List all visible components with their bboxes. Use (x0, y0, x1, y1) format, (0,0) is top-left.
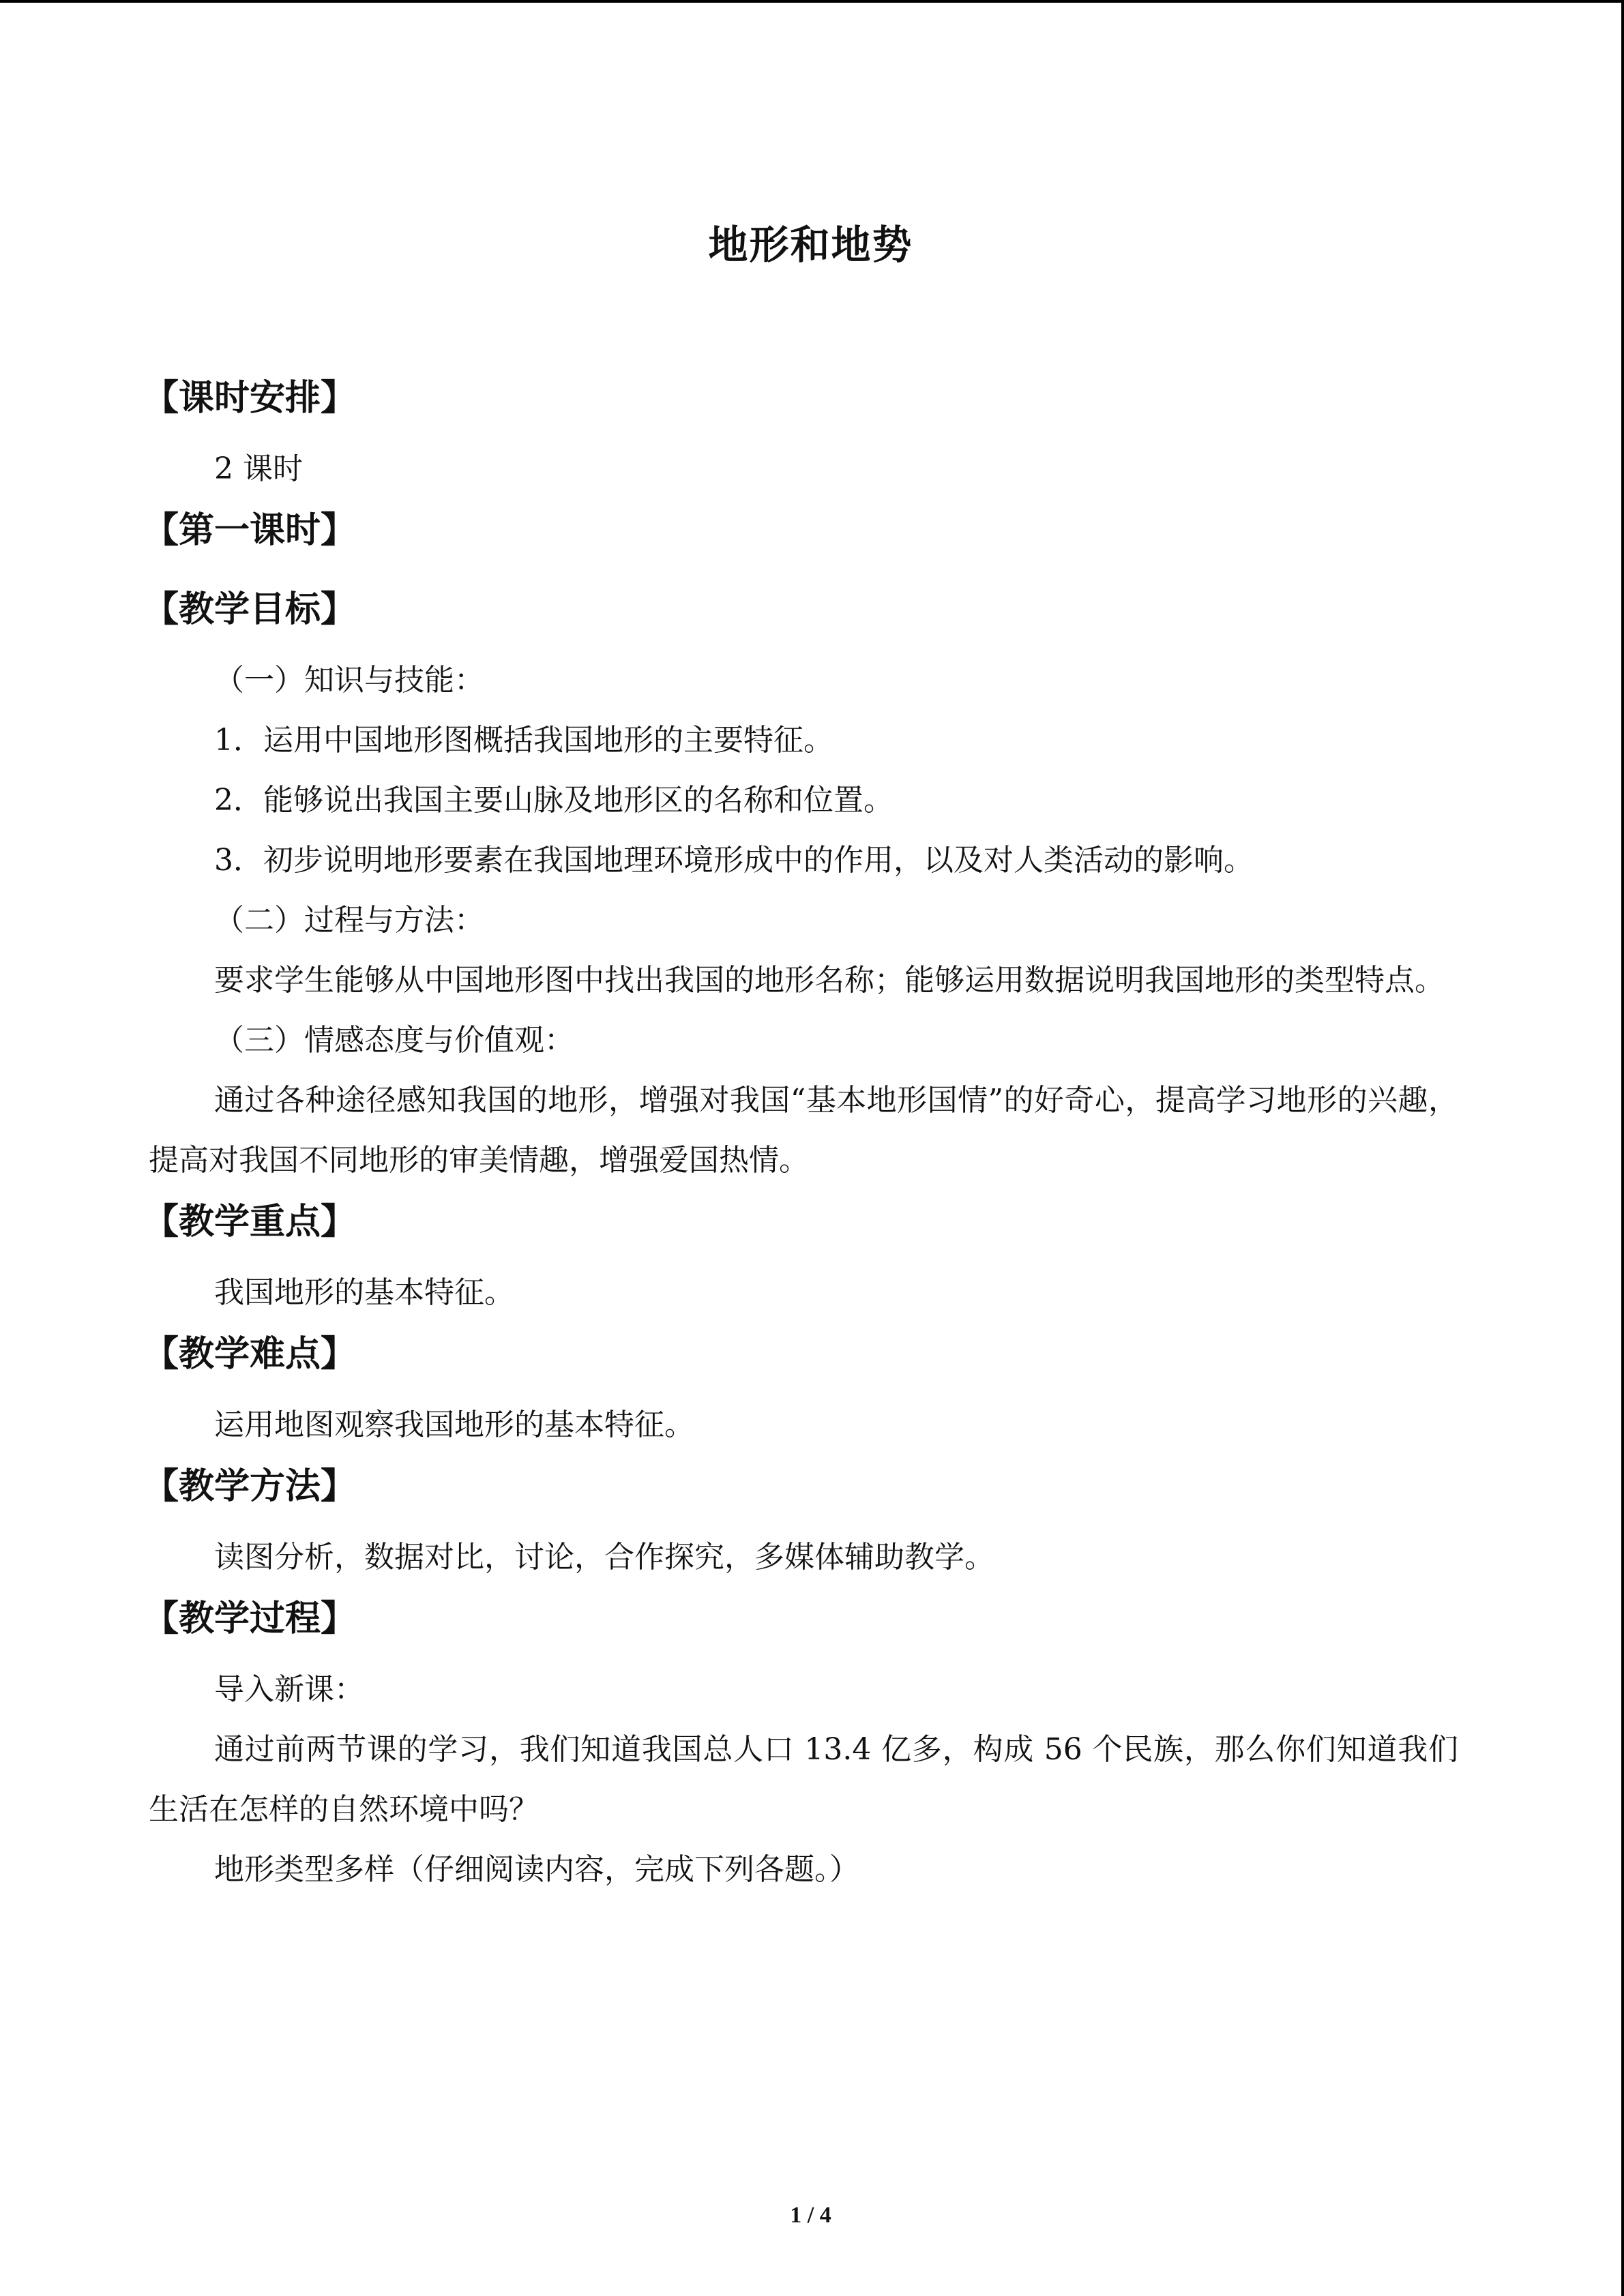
terrain-text: 地形类型多样（仔细阅读内容，完成下列各题。） (214, 1852, 859, 1887)
heading-schedule: 【课时安排】 (143, 378, 357, 419)
goals-knowledge-label: （一）知识与技能： (214, 663, 484, 698)
heading-process: 【教学过程】 (143, 1598, 357, 1639)
goals-item-3: 3．初步说明地形要素在我国地理环境形成中的作用，以及对人类活动的影响。 (214, 843, 1254, 878)
method-text: 读图分析，数据对比，讨论，合作探究，多媒体辅助教学。 (214, 1540, 994, 1575)
page-number: 1 / 4 (790, 2203, 831, 2228)
difficulty-text: 运用地图观察我国地形的基本特征。 (214, 1407, 694, 1442)
goals-process-label: （二）过程与方法： (214, 903, 484, 938)
heading-method: 【教学方法】 (143, 1466, 357, 1507)
goals-emotion-label: （三）情感态度与价值观： (214, 1023, 574, 1058)
heading-first-lesson: 【第一课时】 (143, 510, 357, 551)
document-title: 地形和地势 (708, 222, 913, 268)
intro-label: 导入新课： (214, 1672, 364, 1707)
document-body (143, 371, 1458, 1900)
heading-key-points: 【教学重点】 (143, 1202, 357, 1242)
intro-text: 通过前两节课的学习，我们知道我国总人口 13.4 亿多，构成 56 个民族，那么你们知道我们生活在怎样的自然环境中吗？ (149, 1732, 1458, 1827)
goals-process-text: 要求学生能够从中国地形图中找出我国的地形名称；能够运用数据说明我国地形的类型特点。 (214, 963, 1445, 998)
key-points-text: 我国地形的基本特征。 (214, 1275, 514, 1310)
goals-item-2: 2．能够说出我国主要山脉及地形区的名称和位置。 (214, 783, 894, 818)
goals-emotion-text: 通过各种途径感知我国的地形，增强对我国“基本地形国情”的好奇心，提高学习地形的兴趣，提高对我国不同地形的审美情趣，增强爱国热情。 (149, 1083, 1458, 1178)
goals-item-1: 1．运用中国地形图概括我国地形的主要特征。 (214, 723, 833, 758)
heading-difficulty: 【教学难点】 (143, 1334, 357, 1375)
heading-goals: 【教学目标】 (143, 589, 357, 630)
schedule-text: 2 课时 (214, 451, 303, 486)
